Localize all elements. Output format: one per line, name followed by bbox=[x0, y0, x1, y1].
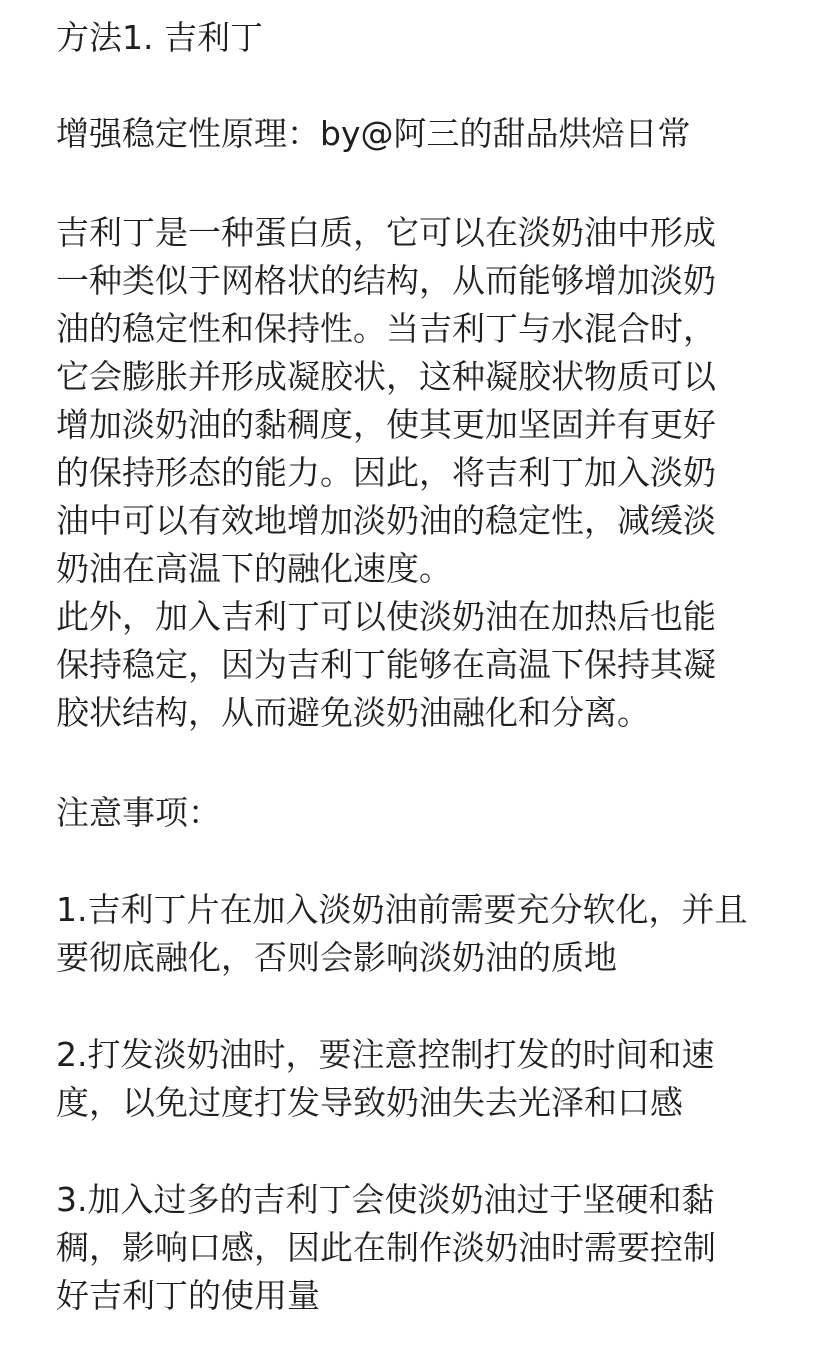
principle-heading: 增强稳定性原理：by@阿三的甜品烘焙日常 bbox=[56, 114, 691, 153]
paragraph-line: 油中可以有效地增加淡奶油的稳定性，减缓淡 bbox=[56, 501, 716, 540]
method-title: 方法1. 吉利丁 bbox=[56, 18, 263, 57]
notes-heading: 注意事项： bbox=[56, 793, 221, 832]
paragraph-line: 奶油在高温下的融化速度。 bbox=[56, 549, 452, 588]
paragraph-line: 一种类似于网格状的结构，从而能够增加淡奶 bbox=[56, 261, 716, 300]
paragraph-line: 油的稳定性和保持性。当吉利丁与水混合时， bbox=[56, 309, 716, 348]
note-line: 稠，影响口感，因此在制作淡奶油时需要控制 bbox=[56, 1228, 716, 1267]
paragraph-line: 此外，加入吉利丁可以使淡奶油在加热后也能 bbox=[56, 597, 716, 636]
paragraph-line: 的保持形态的能力。因此，将吉利丁加入淡奶 bbox=[56, 453, 716, 492]
paragraph-line: 它会膨胀并形成凝胶状，这种凝胶状物质可以 bbox=[56, 357, 716, 396]
note-line: 度，以免过度打发导致奶油失去光泽和口感 bbox=[56, 1083, 683, 1122]
note-line: 3.加入过多的吉利丁会使淡奶油过于坚硬和黏 bbox=[56, 1180, 715, 1219]
note-line: 1.吉利丁片在加入淡奶油前需要充分软化，并且 bbox=[56, 890, 748, 929]
paragraph-line: 吉利丁是一种蛋白质，它可以在淡奶油中形成 bbox=[56, 213, 716, 252]
note-line: 要彻底融化，否则会影响淡奶油的质地 bbox=[56, 938, 617, 977]
note-line: 好吉利丁的使用量 bbox=[56, 1276, 320, 1315]
paragraph-line: 胶状结构，从而避免淡奶油融化和分离。 bbox=[56, 693, 650, 732]
note-line: 2.打发淡奶油时，要注意控制打发的时间和速 bbox=[56, 1035, 715, 1074]
paragraph-line: 保持稳定，因为吉利丁能够在高温下保持其凝 bbox=[56, 645, 716, 684]
paragraph-line: 增加淡奶油的黏稠度，使其更加坚固并有更好 bbox=[56, 405, 716, 444]
